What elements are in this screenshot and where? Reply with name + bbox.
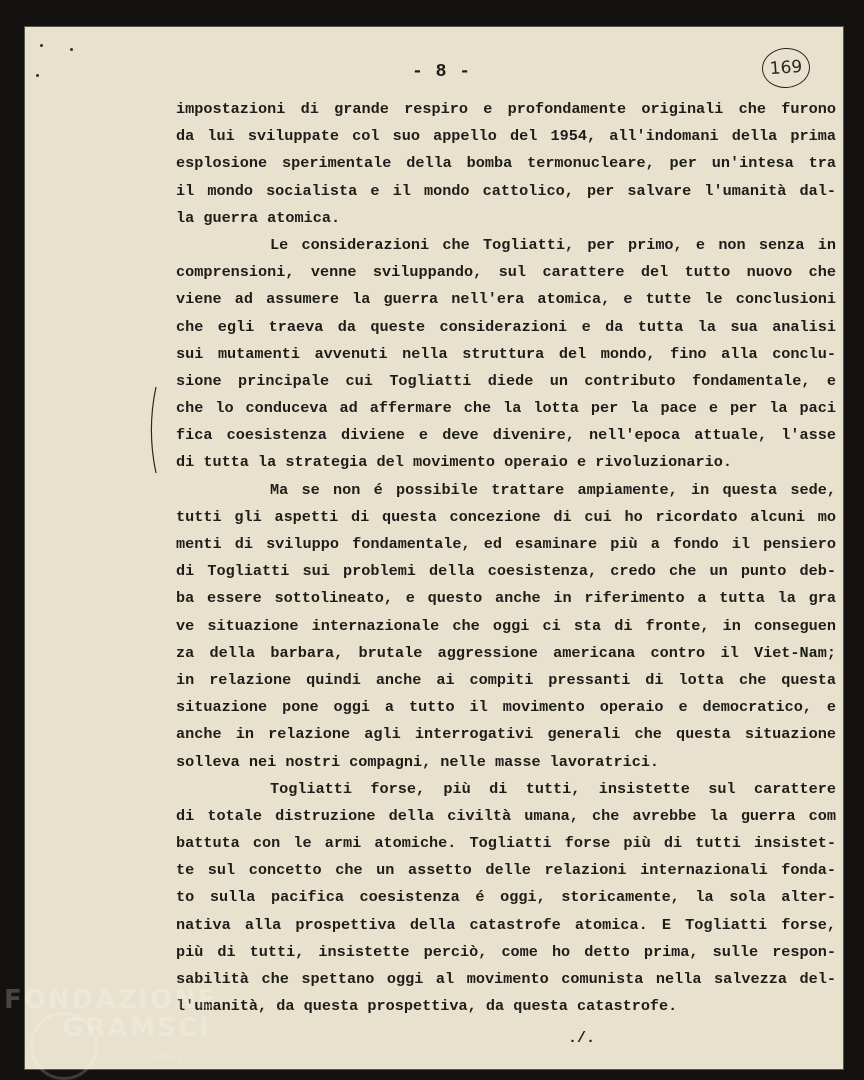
text-line: la guerra atomica.: [176, 208, 341, 227]
paragraph-start-line: Le considerazioni che Togliatti, per primo, e non senza in: [270, 235, 836, 254]
text-line: sui mutamenti avvenuti nella struttura del mondo, fino alla conclu-: [176, 344, 836, 363]
paper-speck: [40, 44, 43, 47]
text-line: sabilità che spettano oggi al movimento comunista nella salvezza del-: [176, 970, 836, 988]
paragraph-start-line: Ma se non é possibile trattare ampiamente, in questa sede,: [270, 480, 836, 499]
text-line: il mondo socialista e il mondo cattolico, per salvare l'umanità dal-: [176, 181, 836, 200]
text-line: battuta con le armi atomiche. Togliatti forse più di tutti insistet-: [176, 834, 836, 853]
text-line: ba essere sottolineato, e questo anche in riferimento a tutta la gra: [176, 589, 836, 608]
text-line: situazione pone oggi a tutto il movimento operaio e democratico, e: [176, 698, 836, 717]
text-line: da lui sviluppate col suo appello del 1954, all'indomani della prima: [176, 127, 836, 146]
text-line: comprensioni, venne sviluppando, sul carattere del tutto nuovo che: [176, 263, 836, 282]
text-line: di totale distruzione della civiltà umana, che avrebbe la guerra com: [176, 806, 836, 825]
text-line: te sul concetto che un assetto delle relazioni internazionali fonda-: [176, 861, 836, 880]
paper-speck: [70, 48, 73, 51]
fondazione-gramsci-watermark: [4, 985, 218, 1063]
text-line: to sulla pacifica coesistenza é oggi, storicamente, la sola alter-: [176, 888, 836, 907]
text-line: impostazioni di grande respiro e profondamente originali che furono: [176, 100, 836, 118]
archive-number-stamp: 169: [761, 46, 812, 89]
text-line: l'umanità, da questa prospettiva, da questa catastrofe.: [176, 997, 678, 1016]
paper-speck: [36, 74, 39, 77]
text-line: za della barbara, brutale aggressione americana contro il Viet-Nam;: [176, 643, 836, 662]
watermark-tag: onlus: [152, 1052, 184, 1063]
text-line: che egli traeva da queste considerazioni e da tutta la sua analisi: [176, 317, 836, 336]
text-line: in relazione quindi anche ai compiti pressanti di lotta che questa: [176, 670, 836, 689]
continuation-mark: ./.: [568, 1030, 596, 1047]
text-line: fica coesistenza diviene e deve divenire, nell'epoca attuale, l'asse: [176, 426, 836, 445]
text-line: solleva nei nostri compagni, nelle masse lavoratrici.: [176, 752, 660, 771]
watermark-line1: FONDAZIONE: [4, 985, 218, 1015]
margin-pencil-mark: [148, 385, 160, 475]
text-line: anche in relazione agli interrogativi generali che questa situazione: [176, 725, 836, 744]
body-text: [176, 96, 836, 1020]
text-line: menti di sviluppo fondamentale, ed esaminare più a fondo il pensiero: [176, 535, 836, 553]
text-line: sione principale cui Togliatti diede un contributo fondamentale, e: [176, 371, 836, 390]
text-line: viene ad assumere la guerra nell'era atomica, e tutte le conclusioni: [176, 290, 836, 309]
page-number: - 8 -: [412, 62, 472, 82]
text-line: di tutta la strategia del movimento operaio e rivoluzionario.: [176, 453, 732, 472]
text-line: esplosione sperimentale della bomba termonucleare, per un'intesa tra: [176, 154, 836, 173]
text-line: tutti gli aspetti di questa concezione di cui ho ricordato alcuni mo: [176, 507, 836, 526]
text-line: ve situazione internazionale che oggi ci sta di fronte, in conseguen: [176, 616, 836, 635]
text-line: più di tutti, insistette perciò, come ho detto prima, sulle respon-: [176, 942, 836, 961]
text-line: che lo conduceva ad affermare che la lotta per la pace e per la paci: [176, 399, 836, 418]
paragraph-start-line: Togliatti forse, più di tutti, insistette sul carattere: [270, 779, 836, 798]
watermark-line2: GRAMSCI: [62, 1013, 211, 1043]
text-line: di Togliatti sui problemi della coesistenza, credo che un punto deb-: [176, 562, 836, 581]
text-line: nativa alla prospettiva della catastrofe atomica. E Togliatti forse,: [176, 915, 836, 934]
